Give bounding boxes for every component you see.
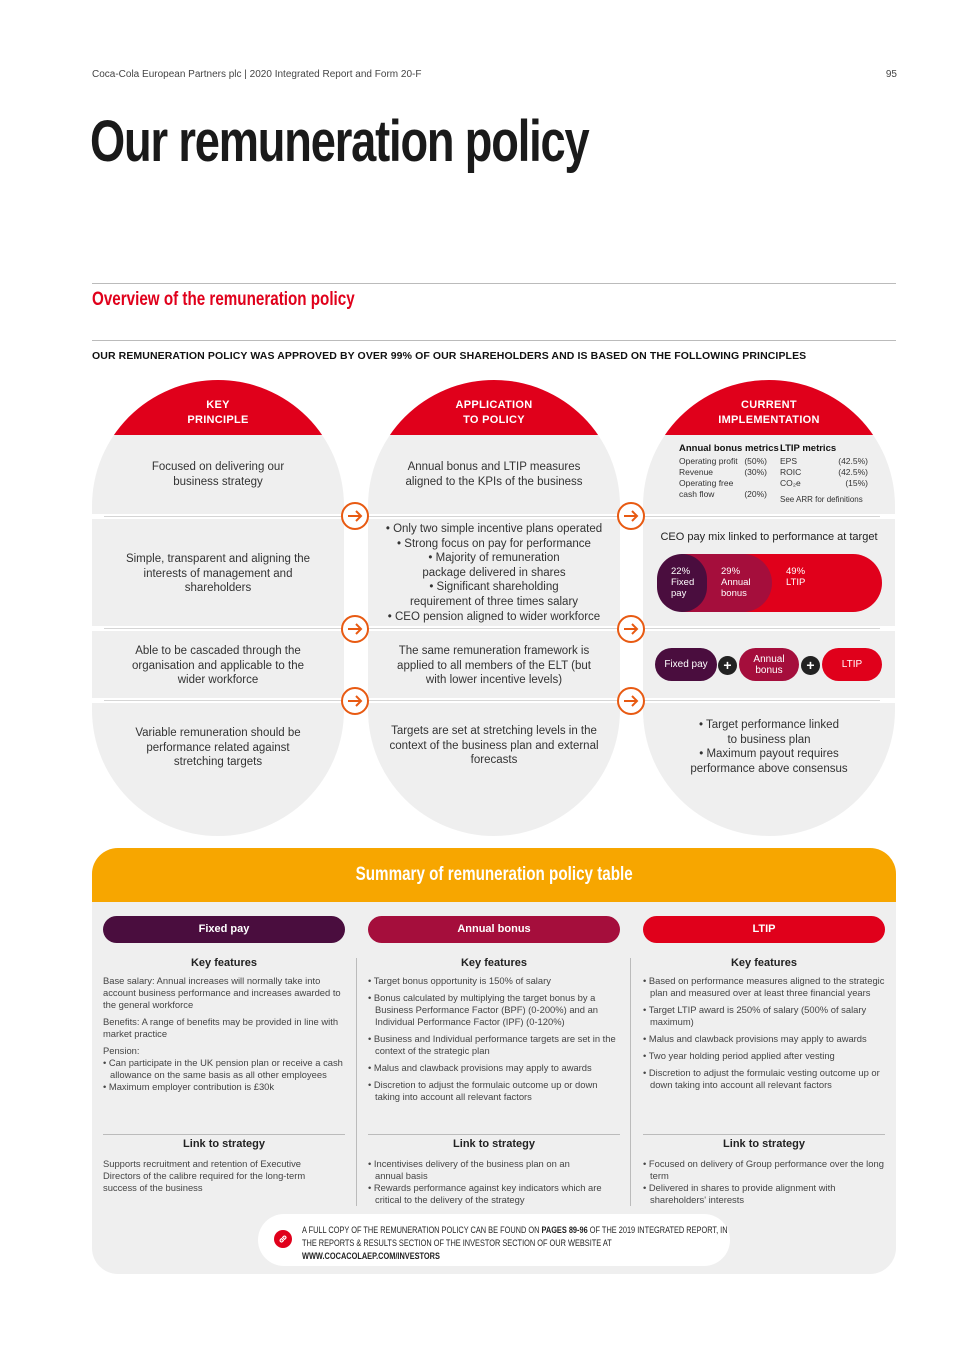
component-fixed-pay: Fixed pay <box>655 648 717 681</box>
row-connector <box>104 516 880 517</box>
page-title: Our remuneration policy <box>90 109 589 174</box>
ltip-metrics <box>780 443 868 489</box>
feature-bullet: • Target bonus opportunity is 150% of salary <box>368 975 551 986</box>
feature-bullet: • Maximum employer contribution is £30k <box>103 1081 275 1092</box>
feature-text: Pension: <box>103 1045 140 1056</box>
bullet-item: • Majority of remuneration package delivered in shares <box>422 552 566 579</box>
running-header: Coca-Cola European Partners plc | 2020 Integrated Report and Form 20-F <box>92 69 422 80</box>
arrow-right-icon <box>341 502 369 530</box>
ceo-pay-mix-bar <box>657 554 882 612</box>
row-connector <box>104 628 880 629</box>
row-connector <box>104 700 880 701</box>
feature-bullet: • Bonus calculated by multiplying the target bonus by a Business Performance Factor (BPF) (0-200%) and an Individual Performance Factor (IPF) (0-120%) <box>368 992 599 1027</box>
principles-intro: OUR REMUNERATION POLICY WAS APPROVED BY OVER 99% OF OUR SHAREHOLDERS AND IS BASED ON THE FOLLOWING PRINCIPLES <box>92 350 807 362</box>
strategy-bullet: • Rewards performance against key indicators which are critical to the delivery of the strategy <box>368 1182 602 1205</box>
fixed-pay-column <box>103 916 345 1193</box>
heading-rule <box>92 340 896 341</box>
pay-mix-ltip: 49% LTIP <box>657 554 882 612</box>
principle-transparency: Simple, transparent and aligning the interests of management and shareholders <box>125 553 311 595</box>
link-to-strategy-title: Link to strategy <box>453 1138 535 1150</box>
application-kpis: Annual bonus and LTIP measures aligned to the KPIs of the business <box>405 461 583 488</box>
arrow-right-icon <box>617 687 645 715</box>
arrow-right-icon <box>341 615 369 643</box>
implementation-targets: • Target performance linked to business plan • Maximum payout requires performance above consensus <box>690 719 848 775</box>
bullet-item: • Only two simple incentive plans operated <box>385 523 603 535</box>
component-ltip: LTIP <box>822 648 882 681</box>
metrics-note: See ARR for definitions <box>780 495 863 504</box>
top-rule <box>92 283 896 284</box>
application-bullets <box>372 522 616 624</box>
feature-text: Benefits: A range of benefits may be provided in line with market practice <box>103 1016 339 1039</box>
bullet-item: • Significant shareholding requirement of three times salary <box>409 581 579 608</box>
bullet-item: • CEO pension aligned to wider workforce <box>387 610 601 623</box>
plus-icon: + <box>718 656 737 675</box>
investor-website-link[interactable]: WWW.COCACOLAEP.COM/INVESTORS <box>302 1251 440 1261</box>
arrow-right-icon <box>617 615 645 643</box>
principle-cascaded: Able to be cascaded through the organisation and applicable to the wider workforce <box>132 645 304 687</box>
link-to-strategy-body: Supports recruitment and retention of Executive Directors of the calibre required for the long-term success of the business <box>103 1158 306 1193</box>
metric-row: cash flow (20%) <box>679 489 767 499</box>
ltip-metrics-title: LTIP metrics <box>780 443 837 454</box>
column-separator <box>630 958 631 1206</box>
column-header-label: CURRENT IMPLEMENTATION <box>718 399 820 426</box>
arrow-right-icon <box>617 502 645 530</box>
section-divider <box>103 1134 345 1135</box>
application-column <box>368 380 620 836</box>
link-to-strategy-body <box>368 1158 620 1206</box>
annual-bonus-metrics <box>679 443 779 500</box>
application-framework: The same remuneration framework is applied to all members of the ELT (but with lower incentive levels) <box>397 645 591 687</box>
annual-bonus-metrics-title: Annual bonus metrics <box>679 443 779 454</box>
metric-row: ROIC (42.5%) <box>780 467 868 477</box>
application-targets: Targets are set at stretching levels in the context of the business plan and external forecasts <box>389 725 599 767</box>
feature-bullet: • Based on performance measures aligned to the strategic plan and measured over at least three financial years <box>643 975 885 998</box>
key-features-title: Key features <box>190 957 258 969</box>
bullet-item: • Strong focus on pay for performance <box>397 537 591 550</box>
fixed-pay-label: Fixed pay <box>103 916 345 943</box>
strategy-bullet: • Delivered in shares to provide alignment with shareholders' interests <box>643 1182 836 1205</box>
ltip-label: LTIP <box>643 916 885 943</box>
key-features-title: Key features <box>460 957 528 969</box>
feature-bullet: • Target LTIP award is 250% of salary (500% of salary maximum) <box>643 1004 867 1027</box>
summary-title: Summary of remuneration policy table <box>355 864 633 885</box>
feature-bullet: • Two year holding period applied after vesting <box>643 1050 835 1061</box>
annual-bonus-label: Annual bonus <box>368 916 620 943</box>
link-to-strategy-title: Link to strategy <box>723 1138 805 1150</box>
policy-reference-text: A FULL COPY OF THE REMUNERATION POLICY CAN BE FOUND ON PAGES 89-96 OF THE 2019 INTEGRATED REPORT, IN THE REPORTS & RESULTS SECTION OF THE INVESTOR SECTION OF OUR WEBSITE AT WWW.COCACOLAEP.COM/INVESTORS <box>302 1225 728 1261</box>
link-to-strategy-title: Link to strategy <box>183 1138 265 1150</box>
feature-text: Base salary: Annual increases will normally take into account business performance and increases awarded to the general workforce <box>103 975 341 1010</box>
metric-row: CO₂e (15%) <box>780 478 868 488</box>
strategy-bullet: • Focused on delivery of Group performance over the long term <box>643 1158 884 1181</box>
column-header-label: KEY PRINCIPLE <box>187 399 249 426</box>
key-features-body <box>643 975 885 1091</box>
metric-row: Operating profit (50%) <box>679 456 767 466</box>
ltip-column <box>643 916 885 1205</box>
plus-icon: + <box>801 656 820 675</box>
section-divider <box>643 1134 885 1135</box>
feature-bullet: • Business and Individual performance targets are set in the context of the strategic plan <box>368 1033 616 1056</box>
metric-row: EPS (42.5%) <box>780 456 868 466</box>
metric-row: Revenue (30%) <box>679 467 767 477</box>
key-principle-column <box>92 380 344 836</box>
principle-variable: Variable remuneration should be performance related against stretching targets <box>135 727 301 769</box>
page-number: 95 <box>885 69 897 80</box>
policy-reference-note <box>258 1214 730 1266</box>
feature-bullet: • Discretion to adjust the formulaic vesting outcome up or down taking into account all relevant factors <box>643 1067 880 1090</box>
component-annual-bonus: Annual bonus <box>739 648 799 681</box>
pay-mix-fixed: 22% Fixed pay <box>657 554 707 612</box>
ceo-pay-mix-title: CEO pay mix linked to performance at target <box>660 531 878 543</box>
summary-panel <box>92 848 896 1274</box>
feature-bullet: • Discretion to adjust the formulaic outcome up or down taking into account all relevant factors <box>368 1079 598 1102</box>
key-features-body <box>103 975 345 1093</box>
arrow-right-icon <box>341 687 369 715</box>
pay-mix-annual-bonus: 29% Annual bonus <box>657 554 772 612</box>
feature-bullet: • Malus and clawback provisions may apply to awards <box>368 1062 592 1073</box>
strategy-bullet: • Incentivises delivery of the business plan on an annual basis <box>368 1158 570 1181</box>
annual-bonus-column <box>368 916 620 1205</box>
key-features-body <box>368 975 620 1103</box>
column-header-label: APPLICATION TO POLICY <box>455 399 533 426</box>
implementation-column <box>643 380 895 836</box>
link-icon <box>274 1230 292 1248</box>
link-to-strategy-body <box>643 1158 885 1206</box>
section-divider <box>368 1134 620 1135</box>
key-features-title: Key features <box>730 957 798 969</box>
section-heading: Overview of the remuneration policy <box>92 289 355 310</box>
metric-row: Operating free <box>679 478 734 488</box>
feature-bullet: • Malus and clawback provisions may apply to awards <box>643 1033 867 1044</box>
principle-strategy: Focused on delivering our business strategy <box>151 461 285 488</box>
feature-bullet: • Can participate in the UK pension plan or receive a cash allowance on the same basis as all other employees <box>103 1057 343 1080</box>
column-separator <box>356 958 357 1206</box>
